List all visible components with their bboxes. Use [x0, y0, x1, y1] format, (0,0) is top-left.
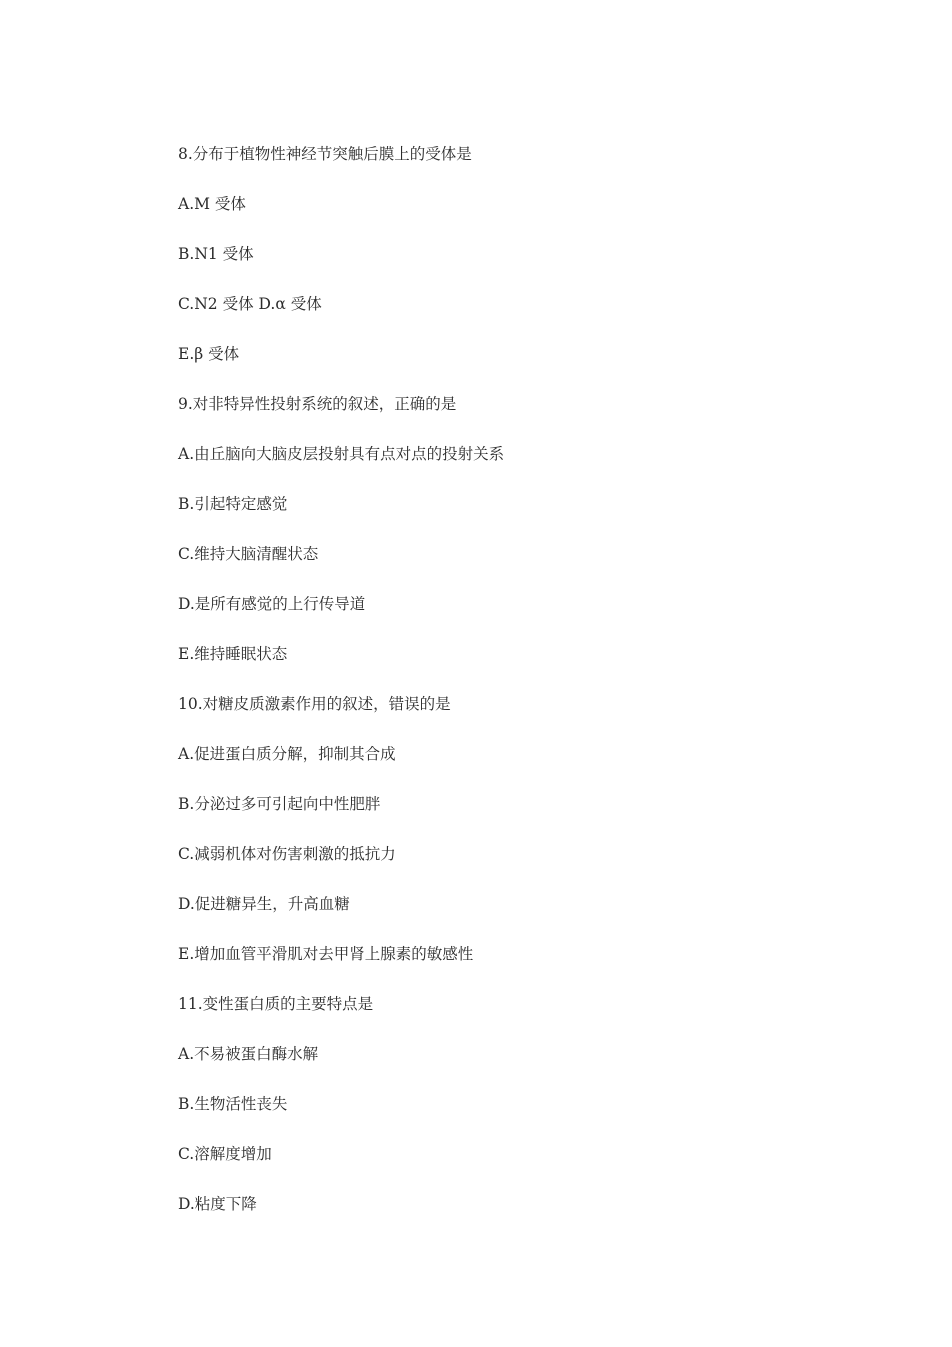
question-9-option-d: D.是所有感觉的上行传导道	[178, 595, 366, 613]
question-8-option-a: A.M 受体	[178, 195, 246, 213]
question-9-text: 9.对非特异性投射系统的叙述，正确的是	[178, 395, 457, 413]
question-list	[178, 142, 878, 1242]
question-9-option-a: A.由丘脑向大脑皮层投射具有点对点的投射关系	[178, 445, 505, 463]
question-11-option-b: B.生物活性丧失	[178, 1095, 288, 1113]
question-10-text: 10.对糖皮质激素作用的叙述，错误的是	[178, 695, 451, 713]
question-10-option-b: B.分泌过多可引起向中性肥胖	[178, 795, 381, 813]
question-10-option-c: C.减弱机体对伤害刺激的抵抗力	[178, 845, 396, 863]
question-9-option-b: B.引起特定感觉	[178, 495, 288, 513]
question-10-option-e: E.增加血管平滑肌对去甲肾上腺素的敏感性	[178, 945, 474, 963]
question-8-option-e: E.β 受体	[178, 345, 240, 363]
question-9-option-c: C.维持大脑清醒状态	[178, 545, 319, 563]
question-10-option-a: A.促进蛋白质分解，抑制其合成	[178, 745, 396, 763]
question-9-option-e: E.维持睡眠状态	[178, 645, 288, 663]
question-11-text: 11.变性蛋白质的主要特点是	[178, 995, 374, 1013]
question-10-option-d: D.促进糖异生，升高血糖	[178, 895, 350, 913]
question-11-option-c: C.溶解度增加	[178, 1145, 272, 1163]
question-11-option-a: A.不易被蛋白酶水解	[178, 1045, 319, 1063]
question-8-option-c-d: C.N2 受体 D.α 受体	[178, 295, 322, 313]
question-11-option-d: D.粘度下降	[178, 1195, 257, 1213]
question-8-text: 8.分布于植物性神经节突触后膜上的受体是	[178, 145, 472, 163]
question-8-option-b: B.N1 受体	[178, 245, 254, 263]
